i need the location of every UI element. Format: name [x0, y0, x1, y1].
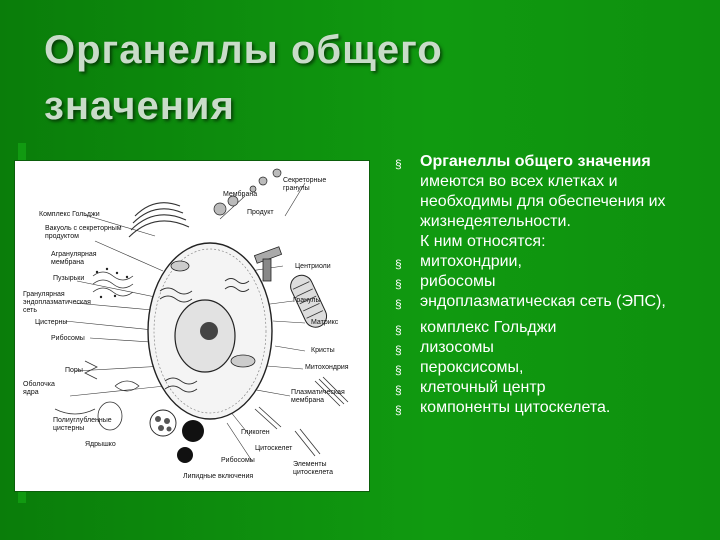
bullet-intro-continuation — [393, 232, 693, 252]
label-ribosomy-1: Рибосомы — [51, 335, 85, 342]
bullet-item — [393, 338, 693, 358]
title-line-1: Органеллы общего — [44, 28, 443, 72]
bullet-item-text: комплекс Гольджи — [420, 319, 557, 336]
label-pol-cisterny: Полиуглубленные цистерны — [53, 417, 112, 432]
label-kristy: Кристы — [311, 347, 335, 354]
bullet-item-text: компоненты цитоскелета. — [420, 399, 611, 416]
label-plazm-membrana: Плазматическая мембрана — [291, 389, 345, 404]
bullet-item-text: эндоплазматическая сеть (ЭПС), — [420, 293, 666, 310]
bullet-item — [393, 378, 693, 398]
label-glikogen: Гликоген — [241, 429, 270, 436]
title-line-2: значения — [44, 84, 235, 128]
bullet-marker: § — [395, 323, 402, 337]
bullet-marker: § — [395, 277, 402, 291]
label-matriks: Матрикс — [311, 319, 339, 326]
label-centrioli: Центриоли — [295, 263, 331, 270]
intro-bold-text: Органеллы общего значения — [420, 153, 651, 170]
cell-diagram — [14, 160, 370, 492]
label-mitohondriya: Митохондрия — [305, 364, 349, 371]
label-golgi: Комплекс Гольджи — [39, 211, 100, 218]
bullet-item — [393, 252, 693, 272]
label-citoskelet: Цитоскелет — [255, 445, 293, 452]
label-membrana: Мембрана — [223, 191, 258, 198]
slide-title — [44, 22, 644, 134]
bullet-item-text: лизосомы — [420, 339, 494, 356]
bullet-item-text: рибосомы — [420, 273, 496, 290]
bullet-marker: § — [395, 403, 402, 417]
bullet-item — [393, 398, 693, 418]
label-lipid: Липидные включения — [183, 473, 254, 480]
bullet-item-text: митохондрии, — [420, 253, 522, 270]
label-sekret-granuly: Секреторные гранулы — [283, 177, 327, 192]
label-obolochka: Оболочка ядра — [23, 381, 55, 396]
bullet-marker: § — [395, 363, 402, 377]
bullet-marker: § — [395, 257, 402, 271]
bullet-item-text: пероксисомы, — [420, 359, 524, 376]
label-pory: Поры — [65, 367, 83, 374]
label-granul-eps: Гранулярная эндоплазматическая сеть — [23, 291, 91, 314]
label-puzyrki: Пузырьки — [53, 275, 85, 282]
bullet-list — [393, 152, 693, 418]
bullet-item — [393, 318, 693, 338]
label-ribosomy-2: Рибосомы — [221, 457, 255, 464]
label-agran: Агранулярная мембрана — [51, 251, 97, 266]
bullet-item — [393, 272, 693, 292]
intro-text: имеются во всех клетках и необходимы для обеспечения их жизнедеятельности. — [420, 173, 666, 230]
label-yadryshko: Ядрышко — [85, 441, 116, 448]
label-elementy: Элементы цитоскелета — [293, 461, 334, 476]
bullet-intro — [393, 152, 693, 232]
intro-continuation-text: К ним относятся: — [420, 233, 546, 250]
bullet-item-text: клеточный центр — [420, 379, 546, 396]
bullet-item — [393, 292, 693, 312]
label-cisterny: Цистерны — [35, 319, 68, 326]
bullet-marker: § — [395, 343, 402, 357]
bullet-marker: § — [395, 383, 402, 397]
bullet-item — [393, 358, 693, 378]
bullet-marker: § — [395, 297, 402, 311]
label-produkt: Продукт — [247, 209, 274, 216]
bullet-marker: § — [395, 157, 402, 171]
label-vakuol: Вакуоль с секреторным продуктом — [45, 225, 122, 240]
label-granuly: Гранулы — [293, 297, 321, 304]
